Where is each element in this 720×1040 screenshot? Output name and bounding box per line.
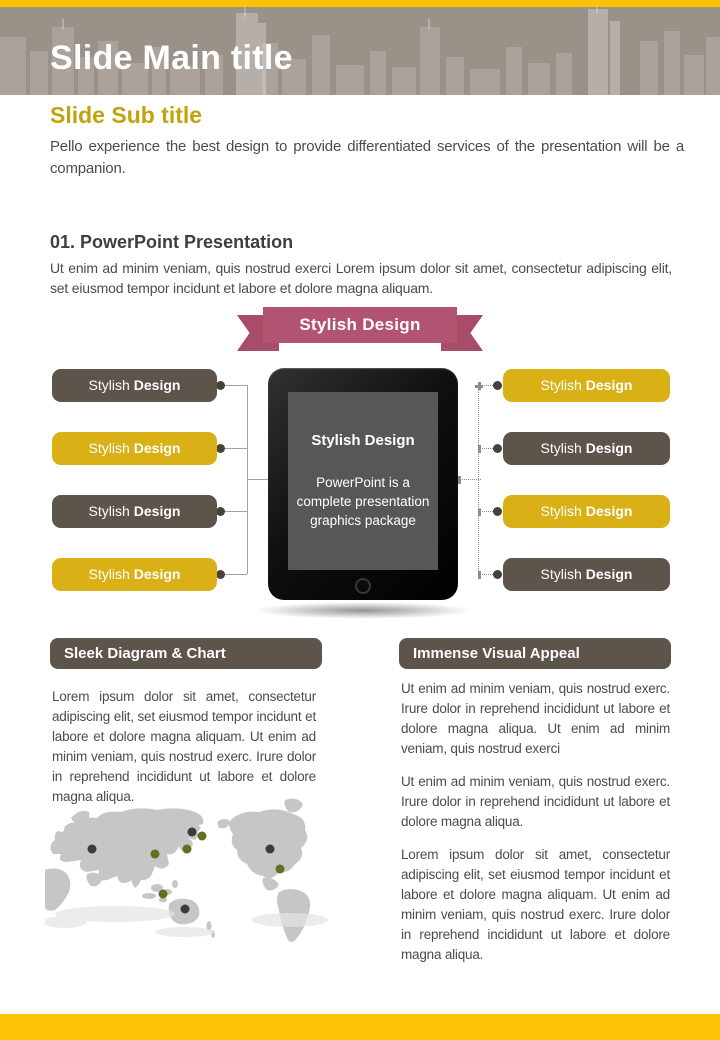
ribbon-banner <box>237 307 483 359</box>
top-accent-bar <box>0 0 720 7</box>
slide-main-title: Slide Main title <box>50 39 293 77</box>
connector-line <box>225 448 247 449</box>
map-marker-dot <box>276 865 285 874</box>
diagram-button-left-2[interactable]: Stylish Design <box>52 432 217 465</box>
connector-line <box>225 574 247 575</box>
slide-sub-title: Slide Sub title <box>50 102 203 128</box>
map-marker-dot <box>151 850 160 859</box>
header-banner <box>0 7 720 95</box>
connector-dot <box>493 507 502 516</box>
diagram-button-right-2[interactable]: Stylish Design <box>503 432 670 465</box>
tablet-title: Stylish Design <box>311 432 415 449</box>
connector-dot <box>493 444 502 453</box>
diagram-button-right-3[interactable]: Stylish Design <box>503 495 670 528</box>
tablet-illustration <box>268 368 458 600</box>
section-heading: 01. PowerPoint Presentation <box>50 232 294 252</box>
tablet-home-button-icon <box>355 578 371 594</box>
bottom-accent-bar <box>0 1014 720 1040</box>
map-marker-dot <box>159 890 168 899</box>
panel-heading-left: Sleek Diagram & Chart <box>50 638 322 669</box>
diagram-button-right-4[interactable]: Stylish Design <box>503 558 670 591</box>
connector-dot <box>216 381 225 390</box>
ribbon-label: Stylish Design <box>263 307 457 343</box>
paragraph: Ut enim ad minim veniam, quis nostrud exerc. Irure dolor in reprehend incididunt ut labore et dolore magna aliqua. <box>401 774 670 829</box>
intro-paragraph: Pello experience the best design to provide differentiated services of the presentation will be a companion. <box>50 138 684 177</box>
panel-body-right <box>401 679 670 978</box>
map-marker-dot <box>88 845 97 854</box>
section-paragraph: Ut enim ad minim veniam, quis nostrud exerci Lorem ipsum dolor sit amet, consectetur adipiscing elit, set eiusmod tempor incidunt et labore et dolore magna aliquam. <box>50 260 672 296</box>
paragraph: Ut enim ad minim veniam, quis nostrud exerc. Irure dolor in reprehend incididunt ut labore et dolore magna aliqua. Ut enim ad minim veniam, quis nostrud exerci <box>401 681 670 756</box>
paragraph: Lorem ipsum dolor sit amet, consectetur adipiscing elit, set eiusmod tempor incidunt et labore et dolore magna aliquam. Ut enim ad minim veniam, quis nostrud exerc. Irure dolor in reprehend incididunt ut labore et dolore magna aliqua. <box>401 847 670 962</box>
map-marker-dot <box>183 845 192 854</box>
map-marker-dot <box>188 828 197 837</box>
connector-dot <box>216 507 225 516</box>
connector-dot <box>216 570 225 579</box>
map-marker-dot <box>181 905 190 914</box>
tablet-body-text: PowerPoint is a complete presentation graphics package <box>296 475 430 528</box>
paragraph: Lorem ipsum dolor sit amet, consectetur adipiscing elit, set eiusmod tempor incidunt et labore et dolore magna aliquam. Ut enim ad minim veniam, quis nostrud exerc. Irure dolor in reprehend incididunt ut labore et dolore magna aliqua. <box>52 689 316 804</box>
diagram-button-left-4[interactable]: Stylish Design <box>52 558 217 591</box>
connector-line <box>247 479 268 480</box>
panel-heading-right: Immense Visual Appeal <box>399 638 671 669</box>
world-map <box>45 792 335 952</box>
map-marker-dot <box>198 832 207 841</box>
diagram-button-left-3[interactable]: Stylish Design <box>52 495 217 528</box>
connector-dot <box>493 381 502 390</box>
connector-line <box>225 385 247 386</box>
map-marker-dot <box>266 845 275 854</box>
tablet-shadow <box>253 602 473 619</box>
diagram-button-left-1[interactable]: Stylish Design <box>52 369 217 402</box>
connector-dot <box>216 444 225 453</box>
connector-line <box>225 511 247 512</box>
tablet-screen <box>288 392 438 570</box>
connector-dot <box>493 570 502 579</box>
diagram-button-right-1[interactable]: Stylish Design <box>503 369 670 402</box>
connector-trunk-dotted <box>478 385 479 577</box>
